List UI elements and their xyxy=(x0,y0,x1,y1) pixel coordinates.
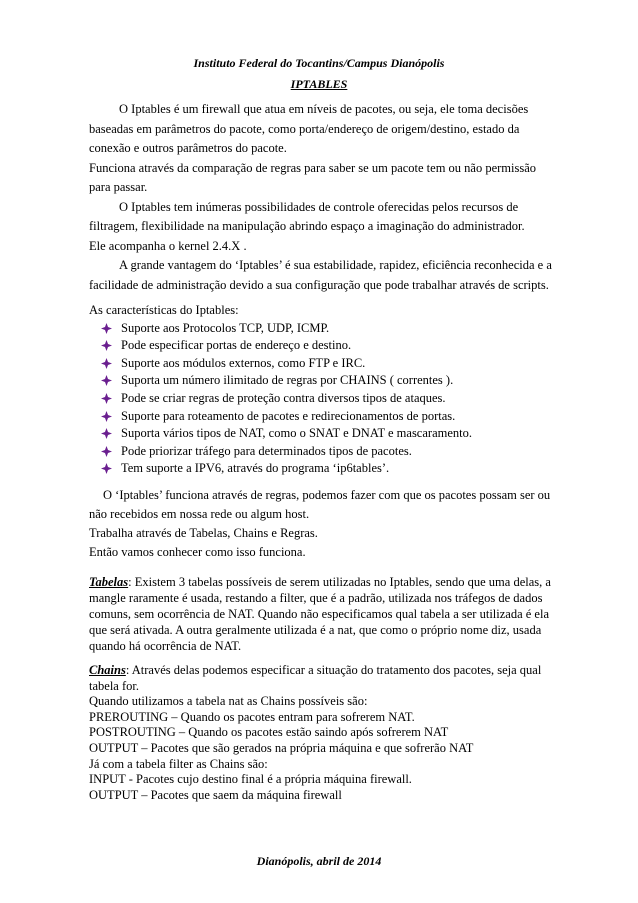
rules-paragraph: O ‘Iptables’ funciona através de regras, podemos fazer com que os pacotes possam ser ou não recebidos em nossa rede ou algum host. xyxy=(89,488,551,521)
diamond-bullet-icon xyxy=(101,463,112,474)
intro-paragraph: Ele acompanha o kernel 2.4.X . xyxy=(89,238,247,253)
diamond-bullet-icon xyxy=(101,358,112,369)
rules-paragraph: Trabalha através de Tabelas, Chains e Regras. xyxy=(89,526,318,540)
diamond-bullet-icon xyxy=(101,323,112,334)
intro-paragraph: Funciona através da comparação de regras para saber se um pacote tem ou não permissão para passar. xyxy=(89,160,537,194)
chains-line: Quando utilizamos a tabela nat as Chains possíveis são: xyxy=(89,694,368,709)
chains-line: POSTROUTING – Quando os pacotes estão saindo após sofrerem NAT xyxy=(89,725,449,740)
chains-term: Chains xyxy=(89,663,126,677)
features-heading: As características do Iptables: xyxy=(89,303,239,317)
diamond-bullet-icon xyxy=(101,393,112,404)
list-item: Suporte para roteamento de pacotes e redirecionamentos de portas. xyxy=(101,408,559,426)
list-item: Pode especificar portas de endereço e destino. xyxy=(101,337,559,355)
tabelas-text: : Existem 3 tabelas possíveis de serem utilizadas no Iptables, sendo que uma delas, a mangle raramente é usada, restando a filter, que é a padrão, utilizada nos tráfegos de dados comuns, sem ocorrência de NAT. Quando não especificamos qual tabela a ser utilizada é ela que será ativada. A outra geralmente utilizada é a nat, que como o próprio nome diz, usada quando há ocorrência de NAT. xyxy=(89,575,551,653)
list-item: Pode se criar regras de proteção contra diversos tipos de ataques. xyxy=(101,390,559,408)
features-list xyxy=(89,320,559,478)
diamond-bullet-icon xyxy=(101,411,112,422)
document-title: IPTABLES xyxy=(290,77,348,91)
list-item: Suporte aos módulos externos, como FTP e IRC. xyxy=(101,355,559,373)
chains-line: OUTPUT – Pacotes que são gerados na própria máquina e que sofrerão NAT xyxy=(89,740,474,755)
chains-paragraph xyxy=(89,663,559,694)
tabelas-paragraph xyxy=(89,574,559,654)
tabelas-section xyxy=(89,574,559,654)
chains-line: PREROUTING – Quando os pacotes entram para sofrerem NAT. xyxy=(89,709,415,724)
diamond-bullet-icon xyxy=(101,446,112,457)
intro-paragraph: A grande vantagem do ‘Iptables’ é sua estabilidade, rapidez, eficiência reconhecida e a facilidade de administração devido a sua configuração que pode trabalhar através de scripts. xyxy=(89,258,552,292)
document-footer: Dianópolis, abril de 2014 xyxy=(256,854,382,868)
institution-header: Instituto Federal do Tocantins/Campus Dianópolis xyxy=(193,56,445,70)
chains-section xyxy=(89,663,559,803)
diamond-bullet-icon xyxy=(101,428,112,439)
list-item: Pode priorizar tráfego para determinados tipos de pacotes. xyxy=(101,443,559,461)
diamond-bullet-icon xyxy=(101,340,112,351)
chains-line: OUTPUT – Pacotes que saem da máquina firewall xyxy=(89,787,342,802)
chains-line: Já com a tabela filter as Chains são: xyxy=(89,756,268,771)
rules-section xyxy=(89,486,559,562)
list-item: Suporte aos Protocolos TCP, UDP, ICMP. xyxy=(101,320,559,338)
list-item: Tem suporte a IPV6, através do programa ‘ip6tables’. xyxy=(101,460,559,478)
list-item: Suporta um número ilimitado de regras por CHAINS ( correntes ). xyxy=(101,372,559,390)
intro-paragraph: O Iptables tem inúmeras possibilidades de controle oferecidas pelos recursos de filtragem, flexibilidade na manipulação abrindo espaço a imaginação do administrador. xyxy=(89,199,525,233)
chains-text: : Através delas podemos especificar a situação do tratamento dos pacotes, seja qual tabela for. xyxy=(89,663,542,693)
features-section xyxy=(89,302,559,478)
intro-paragraph: O Iptables é um firewall que atua em níveis de pacotes, ou seja, ele toma decisões baseadas em parâmetros do pacote, como porta/endereço de origem/destino, estado da conexão e outros parâmetros do pacote. xyxy=(89,102,529,155)
intro-section xyxy=(89,100,559,295)
tabelas-term: Tabelas xyxy=(89,575,129,589)
diamond-bullet-icon xyxy=(101,375,112,386)
list-item: Suporta vários tipos de NAT, como o SNAT e DNAT e mascaramento. xyxy=(101,425,559,443)
chains-line: INPUT - Pacotes cujo destino final é a própria máquina firewall. xyxy=(89,772,412,787)
rules-paragraph: Então vamos conhecer como isso funciona. xyxy=(89,545,306,559)
